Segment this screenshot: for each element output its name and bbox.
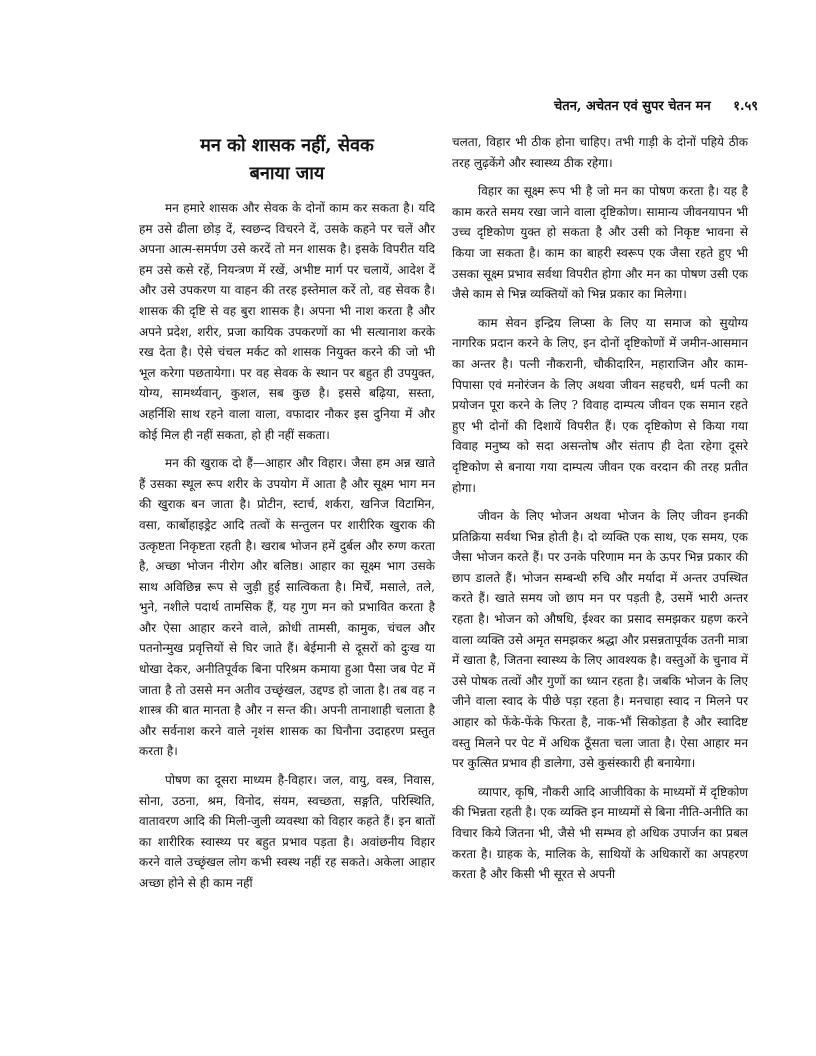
article-title [139,132,435,188]
article-title-line-1: मन को शासक नहीं, सेवक [200,135,374,156]
paragraph: काम सेवन इन्द्रिय लिप्सा के लिए या समाज को सुयोग्य नागरिक प्रदान करने के लिए, इन दोनों दृष्टिकोणों में जमीन-आसमान का अन्तर है। पत्नी नौकरानी, चौकीदारिन, महाराजिन और काम-पिपासा एवं मनोरंजन के लिए अथवा जीवन सहचरी, धर्म पत्नी का प्रयोजन पूरा करने के लिए ? विवाह दाम्पत्य जीवन एक समान रहते हुए भी दोनों की दिशायें विपरीत हैं। एक दृष्टिकोण से किया गया विवाह मनुष्य को सदा असन्तोष और संताप ही देता रहेगा दूसरे दृष्टिकोण से बनाया गया दाम्पत्य जीवन एक वरदान की तरह प्रतीत होगा। [452,315,748,495]
page-number: १.५९ [733,99,758,114]
left-column [139,132,435,902]
paragraph: पोषण का दूसरा माध्यम है-विहार। जल, वायु, वस्त्र, निवास, सोना, उठना, श्रम, विनोद, संयम, स्वच्छता, सङ्गति, परिस्थिति, वातावरण आदि की मिली-जुली व्यवस्था को विहार कहते हैं। इन बातों का शारीरिक स्वास्थ्य पर बहुत प्रभाव पड़ता है। अवांछनीय विहार करने वाले उच्छृंखल लोग कभी स्वस्थ नहीं रह सकते। अकेला आहार अच्छा होने से ही काम नहीं [139,773,435,890]
article-title-line-2: बनाया जाय [249,163,325,184]
right-column [452,132,748,893]
paragraph: विहार का सूक्ष्म रूप भी है जो मन का पोषण करता है। यह है काम करते समय रखा जाने वाला दृष्टिकोण। सामान्य जीवनयापन भी उच्च दृष्टिकोण युक्त हो सकता है और उसी को निकृष्ट भावना से किया जा सकता है। काम का बाहरी स्वरूप एक जैसा रहते हुए भी उसका सूक्ष्म प्रभाव सर्वथा विपरीत होगा और मन का पोषण उसी एक जैसे काम से भिन्न व्यक्तियों को भिन्न प्रकार का मिलेगा। [452,184,748,302]
paragraph: जीवन के लिए भोजन अथवा भोजन के लिए जीवन इनकी प्रतिक्रिया सर्वथा भिन्न होती है। दो व्यक्ति एक साथ, एक समय, एक जैसा भोजन करते हैं। पर उनके परिणाम मन के ऊपर भिन्न प्रकार की छाप डालते हैं। भोजन सम्बन्धी रुचि और मर्यादा में अन्तर उपस्थित करते हैं। खाते समय जो छाप मन पर पड़ती है, उसमें भारी अन्तर रहता है। भोजन को औषधि, ईश्वर का प्रसाद समझकर ग्रहण करने वाला व्यक्ति उसे अमृत समझकर श्रद्धा और प्रसन्नतापूर्वक उतनी मात्रा में खाता है, जितना स्वास्थ्य के लिए आवश्यक है। वस्तुओं के चुनाव में उसे पोषक तत्वों और गुणों का ध्यान रहता है। जबकि भोजन के लिए जीने वाला स्वाद के पीछे पड़ा रहता है। मनचाहा स्वाद न मिलने पर आहार को फेंके-फेंके फिरता है, नाक-भौं सिकोड़ता है और स्वादिष्ट वस्तु मिलने पर पेट में अधिक ठूँसता चला जाता है। ऐसा आहार मन पर कुत्सित प्रभाव ही डालेगा, उसे कुसंस्कारी ही बनायेगा। [452,509,748,771]
running-title: चेतन, अचेतन एवं सुपर चेतन मन [554,99,711,114]
paragraph: व्यापार, कृषि, नौकरी आदि आजीविका के माध्यमों में दृष्टिकोण की भिन्नता रहती है। एक व्यक्ति इन माध्यमों से बिना नीति-अनीति का विचार किये जितना भी, जैसे भी सम्भव हो अधिक उपार्जन का प्रबल करता है। ग्राहक के, मालिक के, साथियों के अधिकारों का अपहरण करता है और किसी भी सूरत से अपनी [452,784,748,882]
paragraph: मन हमारे शासक और सेवक के दोनों काम कर सकता है। यदि हम उसे ढीला छोड़ दें, स्वछन्द विचरने दें, उसके कहने पर चलें और अपना आत्म-समर्पण उसे करदें तो मन शासक है। इसके विपरीत यदि हम उसे कसे रहें, नियन्त्रण में रखें, अभीष्ट मार्ग पर चलायें, आदेश दें और उसे उपकरण या वाहन की तरह इस्तेमाल करें तो, वह सेवक है। शासक की दृष्टि से वह बुरा शासक है। अपना भी नाश करता है और अपने प्रदेश, शरीर, प्रजा कायिक उपकरणों का भी सत्यानाश करके रख देता है। ऐसे चंचल मर्कट को शासक नियुक्त करने की जो भी भूल करेगा पछतायेगा। पर वह सेवक के स्थान पर बहुत ही उपयुक्त, योग्य, सामर्थ्यवान्, कुशल, सब कुछ है। इससे बढ़िया, सस्ता, अहर्निशि साथ रहने वाला वाला, वफादार नौकर इस दुनिया में और कोई मिल ही नहीं सकता, हो ही नहीं सकता। [139,201,435,442]
paragraph-continued: चलता, विहार भी ठीक होना चाहिए। तभी गाड़ी के दोनों पहिये ठीक तरह लुढ़केंगे और स्वास्थ्य ठीक रहेगा। [452,135,748,170]
paragraph: मन की खुराक दो हैं—आहार और विहार। जैसा हम अन्न खाते हैं उसका स्थूल रूप शरीर के उपयोग में आता है और सूक्ष्म भाग मन की खुराक बन जाता है। प्रोटीन, स्टार्च, शर्करा, खनिज विटामिन, वसा, कार्बोहाइड्रेट आदि तत्वों के सन्तुलन पर शारीरिक खुराक की उत्कृष्टता निकृष्टता रहती है। खराब भोजन हमें दुर्बल और रुग्ण करता है, अच्छा भोजन नीरोग और बलिष्ठ। आहार का सूक्ष्म भाग उसके साथ अविछिन्न रूप से जुड़ी हुई सात्विकता है। मिर्चें, मसाले, तले, भुने, नशीले पदार्थ तामसिक हैं, यह गुण मन को प्रभावित करता है और ऐसा आहार करने वाले, क्रोधी तामसी, कामुक, चंचल और पतनोन्मुख प्रवृत्तियों से घिर जाते हैं। बेईमानी से दूसरों को दुःख या धोखा देकर, अनीतिपूर्वक बिना परिश्रम कमाया हुआ पैसा जब पेट में जाता है तो उससे मन अतीव उच्छृंखल, उद्दण्ड हो जाता है। तब वह न शास्त्र की बात मानता है और न सन्त की। अपनी तानाशाही चलाता है और सर्वनाश करने वाले नृशंस शासक का घिनौना उदाहरण प्रस्तुत करता है। [139,456,435,759]
running-header [554,96,758,114]
